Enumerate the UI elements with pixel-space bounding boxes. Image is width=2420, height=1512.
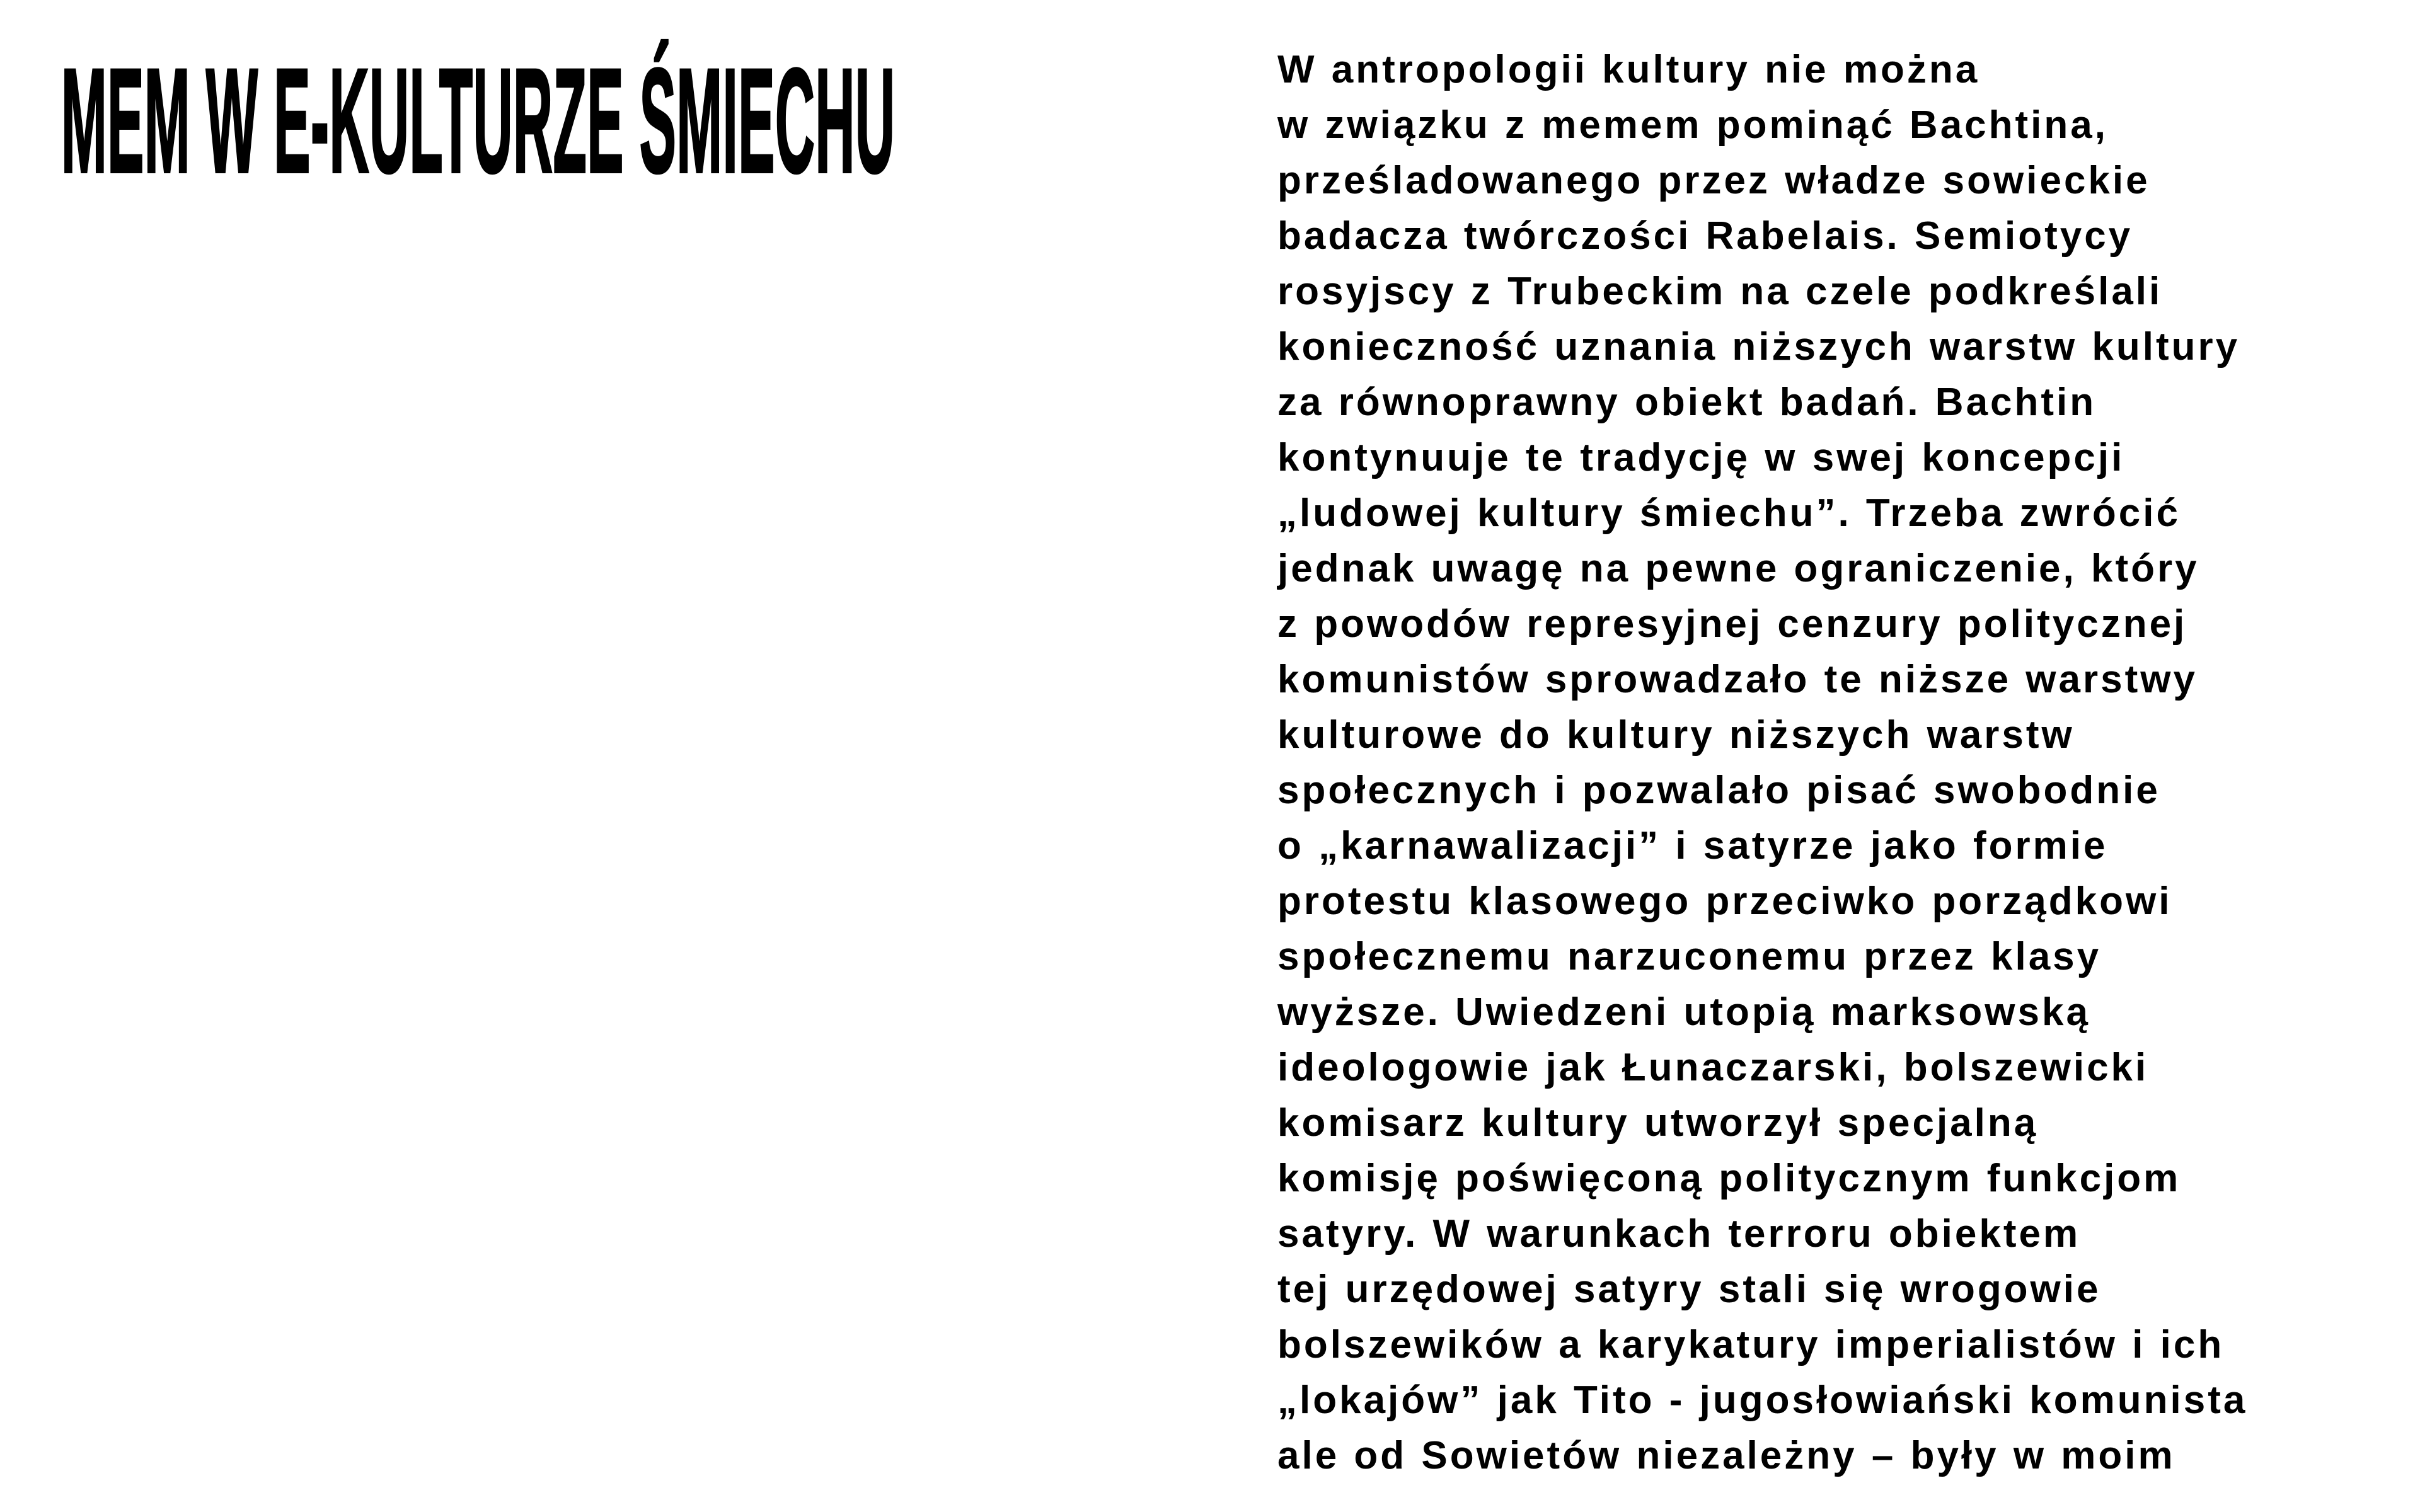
text-line: za równoprawny obiekt badań. Bachtin — [1277, 381, 2097, 424]
text-line: bolszewików a karykatury imperialistów i ich — [1277, 1323, 2225, 1366]
text-line: społecznych i pozwalało pisać swobodnie — [1277, 769, 2160, 812]
text-line: jednak uwagę na pewne ograniczenie, który — [1277, 547, 2199, 590]
text-line: protestu klasowego przeciwko porządkowi — [1277, 879, 2172, 923]
text-line: w związku z memem pominąć Bachtina, — [1277, 103, 2108, 147]
text-line: satyry. W warunkach terroru obiektem — [1277, 1212, 2081, 1256]
text-line: W antropologii kultury nie można — [1277, 48, 1980, 91]
text-line: tej urzędowej satyry stali się wrogowie — [1277, 1268, 2101, 1311]
text-line: komisję poświęconą politycznym funkcjom — [1277, 1157, 2181, 1200]
text-line: społecznemu narzuconemu przez klasy — [1277, 935, 2102, 978]
text-line: z powodów represyjnej cenzury politycznej — [1277, 602, 2187, 646]
text-line: badacza twórczości Rabelais. Semiotycy — [1277, 214, 2133, 258]
text-line: „ludowej kultury śmiechu”. Trzeba zwrócić — [1277, 491, 2181, 535]
text-line: konieczność uznania niższych warstw kultury — [1277, 325, 2240, 369]
text-line: kulturowe do kultury niższych warstw — [1277, 713, 2075, 757]
text-line: komunistów sprowadzało te niższe warstwy — [1277, 658, 2198, 701]
text-line: rosyjscy z Trubeckim na czele podkreślali — [1277, 270, 2163, 313]
text-line: o „karnawalizacji” i satyrze jako formie — [1277, 824, 2108, 868]
text-line: „lokajów” jak Tito - jugosłowiański komunista — [1277, 1378, 2248, 1422]
text-line: wyższe. Uwiedzeni utopią marksowską — [1277, 990, 2090, 1034]
article-text — [1277, 42, 2361, 1484]
text-line: prześladowanego przez władze sowieckie — [1277, 159, 2150, 202]
text-line: ale od Sowietów niezależny – były w moim — [1277, 1434, 2175, 1477]
page-title: MEM W E-KULTURZE ŚMIECHU — [61, 38, 896, 204]
text-line: ideologowie jak Łunaczarski, bolszewicki — [1277, 1046, 2149, 1089]
text-line: komisarz kultury utworzył specjalną — [1277, 1101, 2039, 1145]
text-line: kontynuuje te tradycję w swej koncepcji — [1277, 436, 2125, 479]
